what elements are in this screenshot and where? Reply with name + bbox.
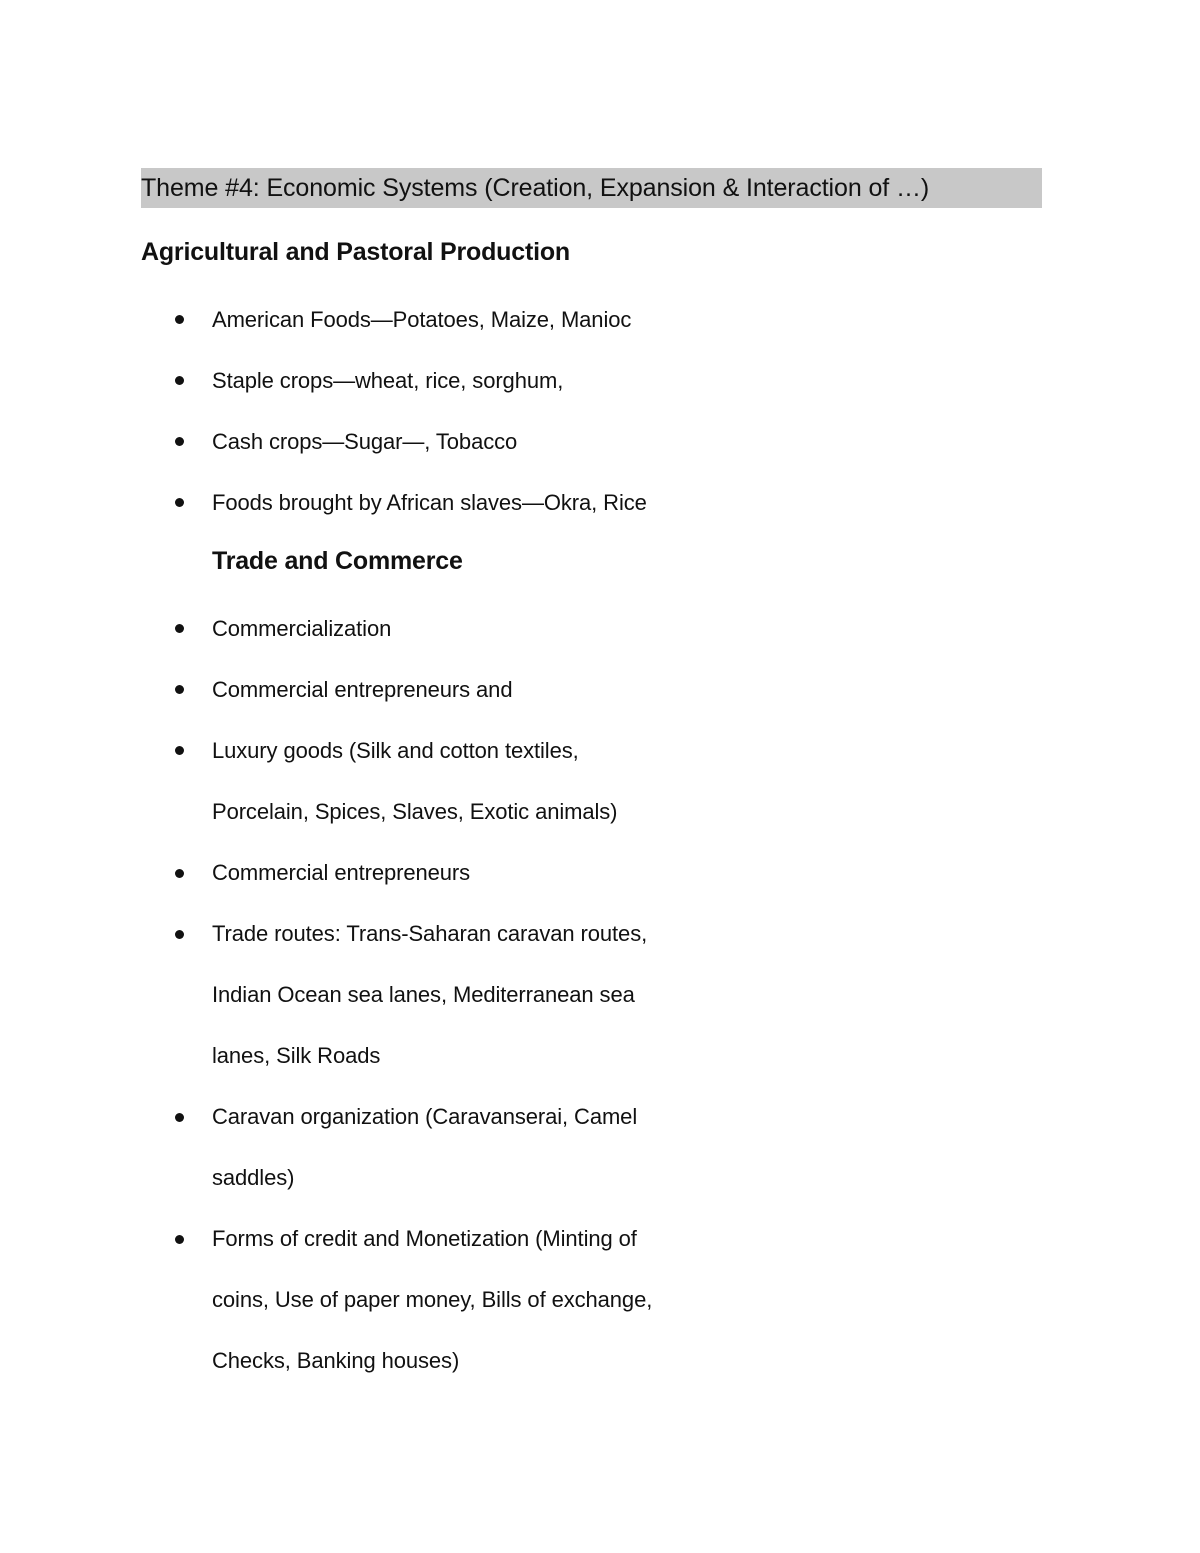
list-item: Foods brought by African slaves—Okra, Rice xyxy=(212,490,647,515)
bullet-icon xyxy=(175,315,184,324)
list-item: Trade routes: Trans-Saharan caravan routes, xyxy=(212,921,648,946)
list-item-continuation: saddles) xyxy=(212,1165,295,1190)
list-item-continuation: Indian Ocean sea lanes, Mediterranean sea xyxy=(212,982,635,1007)
bullet-icon xyxy=(175,1235,184,1244)
list-item: Forms of credit and Monetization (Minting of xyxy=(212,1226,637,1251)
list-item: Staple crops—wheat, rice, sorghum, xyxy=(212,368,564,393)
bullet-icon xyxy=(175,685,184,694)
bullet-icon xyxy=(175,498,184,507)
list-item-continuation: coins, Use of paper money, Bills of exchange, xyxy=(212,1287,653,1312)
bullet-icon xyxy=(175,376,184,385)
list-item-continuation: Porcelain, Spices, Slaves, Exotic animals) xyxy=(212,799,618,824)
list-item-continuation: Checks, Banking houses) xyxy=(212,1348,460,1373)
theme-title: Theme #4: Economic Systems (Creation, Expansion & Interaction of …) xyxy=(141,168,1042,208)
bullet-icon xyxy=(175,930,184,939)
section-heading-agricultural: Agricultural and Pastoral Production xyxy=(141,238,570,266)
list-item: Luxury goods (Silk and cotton textiles, xyxy=(212,738,579,763)
bullet-icon xyxy=(175,869,184,878)
bullet-icon xyxy=(175,1113,184,1122)
list-item: Commercial entrepreneurs xyxy=(212,860,471,885)
bullet-icon xyxy=(175,624,184,633)
list-item: American Foods—Potatoes, Maize, Manioc xyxy=(212,307,632,332)
list-item-continuation: lanes, Silk Roads xyxy=(212,1043,381,1068)
list-item: Commercial entrepreneurs and xyxy=(212,677,513,702)
list-item: Caravan organization (Caravanserai, Camel xyxy=(212,1104,638,1129)
section-heading-trade: Trade and Commerce xyxy=(212,547,463,575)
list-item: Cash crops—Sugar—, Tobacco xyxy=(212,429,518,454)
list-item: Commercialization xyxy=(212,616,392,641)
bullet-icon xyxy=(175,746,184,755)
bullet-icon xyxy=(175,437,184,446)
